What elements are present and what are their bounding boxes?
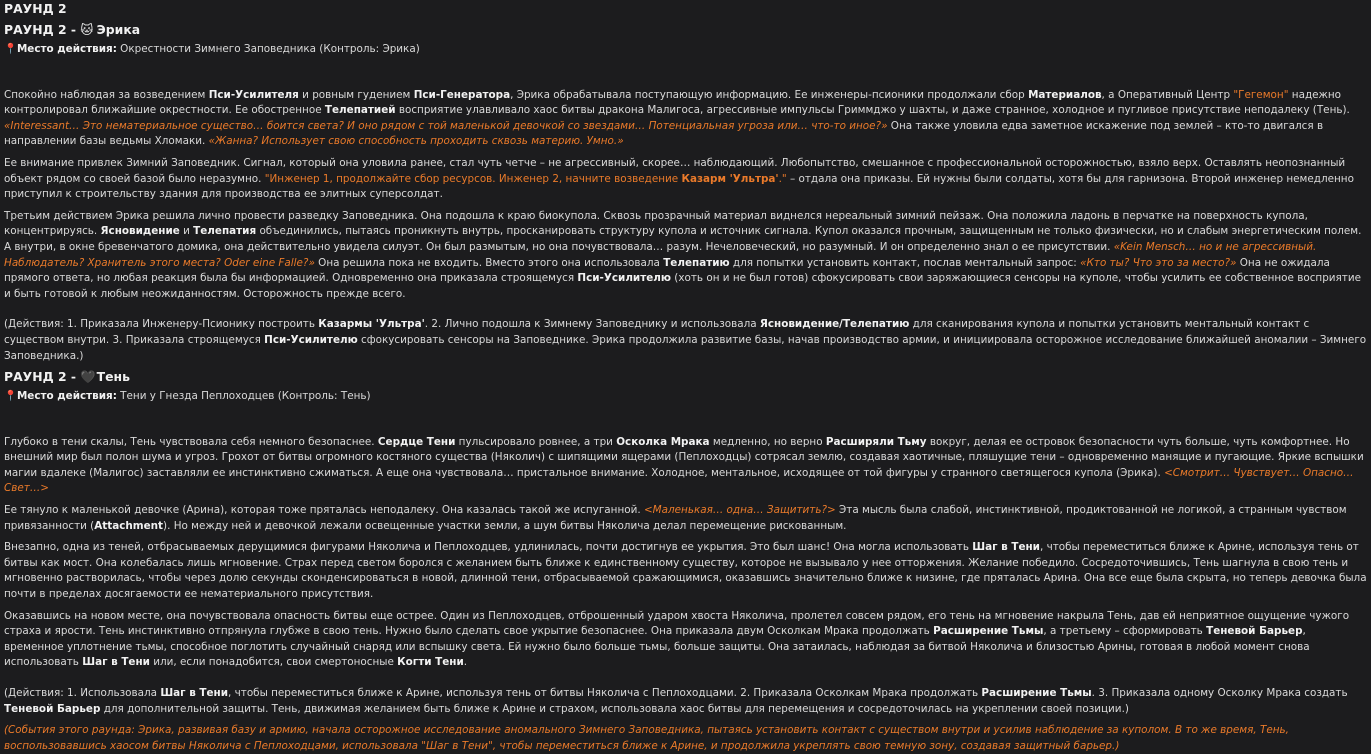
text-run: . 2. Лично подошла к Зимнему Заповеднику и использовала (424, 318, 760, 331)
black-heart-icon: 🖤 (80, 369, 96, 385)
text-run: Спокойно наблюдая за возведением (4, 88, 209, 101)
emphasis-text: «Interessant… Это нематериальное существо… боится света? И оно рядом с той маленькой девочкой со звездами… Потенциальная угроза или… что-то иное?» (4, 119, 888, 132)
emphasis-text: Когти Тени (397, 656, 464, 669)
emphasis-text: «Kein Mensch… но и не агрессивный. Наблюдатель? Хранитель этого места? Oder eine Falle?» (4, 240, 1317, 269)
text-run: Она не ожидала прямого ответа, но любая реакция была бы информацией. Одновременно она приказала строящемуся (4, 256, 1330, 285)
text-run: объединились, пытаясь проникнуть внутрь, просканировать структуру купола и источник сигнала. Купол оказался прочным, защищенным не только физически, но и слабым энергетическим полем. А внутри, в окне бревенчатого домика, она действительно увидела силуэт. Он был размытым, но она почувствовала… разум. Нечеловеческий, но разумный. И он определенно знал о ее присутствии. (4, 225, 1362, 253)
text-run: Оказавшись на новом месте, она почувствовала опасность битвы еще острее. Один из Пеплоходцев, отброшенный ударом хвоста Няколича, пролетел совсем рядом, его тень на мгновение накрыла Тень, дав ей неприятное ощущение чужого страха и ярости. Тень инстинктивно отпрянула глубже в свою тень. Нужно было сделать свое укрытие безопаснее. Она приказала двум Осколкам Мрака продолжать (4, 609, 1350, 638)
text-run: и ровным гудением (298, 88, 414, 101)
text-run: . (463, 656, 468, 669)
emphasis-text: Телепатией (324, 104, 396, 117)
paragraph (4, 609, 1367, 671)
ten-heading (4, 368, 1367, 385)
text-run: , а третьему – сформировать (1043, 625, 1207, 638)
ten-location-label: Место действия: (16, 390, 117, 403)
text-run: надежно контролировал ближайшие окрестности. Ее обостренное (4, 88, 1342, 117)
emphasis-text: Пси-Генератора (413, 88, 511, 101)
ten-location-text: Тени у Гнезда Пеплоходцев (Контроль: Тень) (116, 390, 371, 403)
emphasis-text: Шаг в Тени (972, 541, 1040, 554)
text-run: Внезапно, одна из теней, отбрасываемых дерущимися фигурами Няколича и Пеплоходцев, удлинилась, почти достигнув ее укрытия. Это был шанс! Она могла использовать (4, 541, 973, 554)
emphasis-text: Осколка Мрака (616, 435, 710, 448)
emphasis-text: Сердце Тени (377, 435, 456, 448)
text-run: Она также уловила едва заметное искажение под землей – кто-то двигался в направлении базы ведьмы Хломаки. (4, 119, 1324, 148)
text-run: – отдала она приказы. Ей нужны были солдаты, хотя бы для гарнизона. Второй инженер немедленно приступил к строительству здания для производства ее элитных суперсолдат. (4, 172, 1354, 201)
emphasis-text: Теневой Барьер (4, 702, 101, 715)
emphasis-text: Расширение Тьмы (981, 687, 1092, 699)
emphasis-text: Телепатию (663, 256, 730, 269)
paragraph (4, 156, 1367, 203)
paragraph (4, 435, 1367, 497)
emphasis-text: Ясновидение (100, 225, 180, 238)
text-run: , чтобы переместиться ближе к Арине, используя тень от битвы как мост. Она колебалась лишь мгновение. Страх перед светом боролся с желанием быть ближе к единственному существу, которое не вызывало у нее отторжения. Желание победило. Сосредоточившись, Тень шагнула в свою тень и мгновенно растворилась, чтобы через долю секунды сконденсироваться в новой, длинной тени, отбрасываемой сражающимися, оказавшись значительно ближе к низине, где пряталась Арина. Она все еще была скрыта, но теперь девочка была почти в пределах досягаемости ее нематериального присутствия. (4, 541, 1367, 601)
erika-heading (4, 21, 1367, 38)
emphasis-text: Ясновидение/Телепатию (759, 318, 910, 331)
paragraph (4, 88, 1367, 150)
emphasis-text: Пси-Усилителя (208, 88, 299, 101)
erika-location (4, 42, 1367, 58)
ten-heading-name: Тень (96, 369, 130, 385)
emphasis-text: «Кто ты? Что это за место?» (1080, 256, 1237, 269)
text-run: для сканирования купола и попытки установить ментальный контакт с существом внутри. 3. Приказала строящемуся (4, 318, 1310, 346)
text-run: Глубоко в тени скалы, Тень чувствовала себя немного безопаснее. (4, 435, 378, 448)
emphasis-text: Пси-Усилителю (577, 272, 671, 285)
emphasis-text: Материалов (1028, 88, 1102, 101)
emphasis-text: Пси-Усилителю (264, 333, 358, 346)
text-run: или, если понадобится, свои смертоносные (149, 656, 398, 669)
emphasis-text: <Смотрит… Чувствует… Опасно… Свет…> (4, 466, 1354, 495)
text-run: сфокусировать сенсоры на Заповеднике. Эрика продолжила развитие базы, начав производство армии, и инициировала осторожное исследование ближайшей аномалии – Зимнего Заповедника.) (4, 333, 1367, 362)
ten-location (4, 389, 1367, 405)
round-summary: (События этого раунда: Эрика, развивая базу и армию, начала осторожное исследование аномального Зимнего Заповедника, пытаясь установить контакт с существом внутри и усилив наблюдение за куполом. В то же время, Тень, воспользовавшись хаосом битвы Няколича с Пеплоходцами, использовала "Шаг в Тени", чтобы переместиться ближе к Арине, и продолжила укреплять свою темную зону, создавая защитный барьер.) (4, 724, 1289, 752)
text-run: Ее внимание привлек Зимний Заповедник. Сигнал, который она уловила ранее, стал чуть четче – не агрессивный, скорее… наблюдающий. Любопытство, смешанное с профессиональной осторожностью, взяло верх. Оставлять неопознанный объект рядом со своей базой было неразумно. (4, 156, 1346, 185)
erika-heading-prefix: РАУНД 2 - (4, 22, 81, 37)
text-run: восприятие улавливало хаос битвы дракона Малигоса, агрессивные импульсы Гриммджо у шахты, и даже странное, холодное и пугливое присутствие неподалеку (Тень). (395, 104, 1350, 117)
text-run: . 3. Приказала одному Осколку Мрака создать (1091, 687, 1348, 699)
text-run: для дополнительной защиты. Тень, движимая желанием быть ближе к Арине и страхом, использовала хаос битвы для перемещения и сосредоточилась на укреплении своей позиции.) (100, 702, 1129, 715)
emphasis-text: Attachment (94, 519, 164, 532)
pin-icon: 📍 (4, 43, 17, 55)
text-run: (Действия: 1. Использовала (4, 687, 161, 699)
text-run: , Эрика обрабатывала поступающую информацию. Ее инженеры-псионики продолжали сбор (510, 88, 1029, 101)
paragraph (4, 540, 1367, 602)
cat-face-icon: 🐱 (80, 22, 94, 37)
emphasis-text: Расширяли Тьму (825, 435, 927, 448)
emphasis-text: Расширение Тьмы (933, 625, 1044, 638)
emphasis-text: "Гегемон" (1233, 88, 1289, 101)
erika-location-text: Окрестности Зимнего Заповедника (Контроль: Эрика) (116, 43, 420, 55)
emphasis-text: ." (778, 172, 787, 185)
paragraph (4, 209, 1367, 303)
text-run: медленно, но верно (709, 435, 826, 448)
pin-icon: 📍 (4, 390, 17, 403)
text-run: Эта мысль была слабой, инстинктивной, продиктованной не логикой, а странным чувством привязанности ( (4, 504, 1347, 532)
emphasis-text: Теневой Барьер (1206, 625, 1303, 638)
text-run: (хоть он и не был готов) сфокусировать свои заряжающиеся сенсоры на куполе, чтобы усилить ее собственное восприятие и быть готовой к любым неожиданностям. Осторожность прежде всего. (4, 272, 1362, 300)
text-run: ). Но между ней и девочкой лежали освещенные участки земли, а шум битвы Няколича делал перемещение рискованным. (163, 519, 847, 532)
emphasis-text: «Жанна? Использует свою способность проходить сквозь материю. Умно.» (208, 135, 624, 148)
round-title: РАУНД 2 (4, 1, 67, 16)
paragraph (4, 503, 1367, 534)
text-run: вокруг, делая ее островок безопасности чуть больше, чуть комфортнее. Но внешний мир был полон шума и угроз. Грохот от битвы огромного костяного существа (Няколич) с шипящими ящерами (Пеплоходцы) сотрясал землю, создавая хаотичные, пляшущие тени – одновременно манящие и пугающие. Яркие вспышки магии вдалеке (Малигос) заставляли ее инстинктивно сжиматься. А еще она чувствовала… пристальное внимание. Холодное, ментальное, исходящее от той фигуры у странного светящегося купола (Эрика). (4, 435, 1364, 479)
erika-location-label: Место действия: (16, 43, 117, 55)
emphasis-text: <Маленькая… одна… Защитить?> (643, 504, 836, 517)
emphasis-text: Телепатия (193, 225, 257, 238)
text-run: Третьим действием Эрика решила лично провести разведку Заповедника. Она подошла к краю биокупола. Сквозь прозрачный материал виднелся нереальный зимний пейзаж. Она положила ладонь в перчатке на поверхность купола, концентрируясь. (4, 209, 1308, 238)
actions-note (4, 686, 1367, 717)
text-run: , временное уплотнение тьмы, способное поглотить случайный снаряд или вспышку света. Ей нужно было больше тьмы, больше защиты. Она затаилась, наблюдая за битвой Няколича и близостью Арины, готовая в любой момент снова использовать (4, 625, 1310, 669)
emphasis-text: Шаг в Тени (82, 656, 150, 669)
ten-heading-prefix: РАУНД 2 - (4, 369, 81, 385)
erika-heading-name: Эрика (96, 22, 141, 37)
text-run: для попытки установить контакт, послав ментальный запрос: (729, 256, 1081, 269)
text-run: , чтобы переместиться ближе к Арине, используя тень от битвы Няколича с Пеплоходцами. 2. Приказала Осколкам Мрака продолжать (228, 687, 982, 699)
text-run: пульсировало ровнее, а три (455, 435, 617, 448)
text-run: (Действия: 1. Приказала Инженеру-Псионику построить (4, 318, 319, 331)
text-run: Она решила пока не входить. Вместо этого она использовала (314, 256, 664, 269)
emphasis-text: "Инженер 1, продолжайте сбор ресурсов. Инженер 2, начните возведение (264, 172, 682, 185)
emphasis-text: Казарм 'Ультра' (681, 172, 779, 185)
emphasis-text: Шаг в Тени (160, 687, 229, 699)
actions-note (4, 317, 1367, 364)
text-run: и (179, 225, 194, 238)
emphasis-text: Казармы 'Ультра' (318, 318, 425, 331)
text-run: , а Оперативный Центр (1101, 88, 1234, 101)
text-run: Ее тянуло к маленькой девочке (Арина), которая тоже пряталась неподалеку. Она казалась такой же испуганной. (4, 504, 644, 517)
